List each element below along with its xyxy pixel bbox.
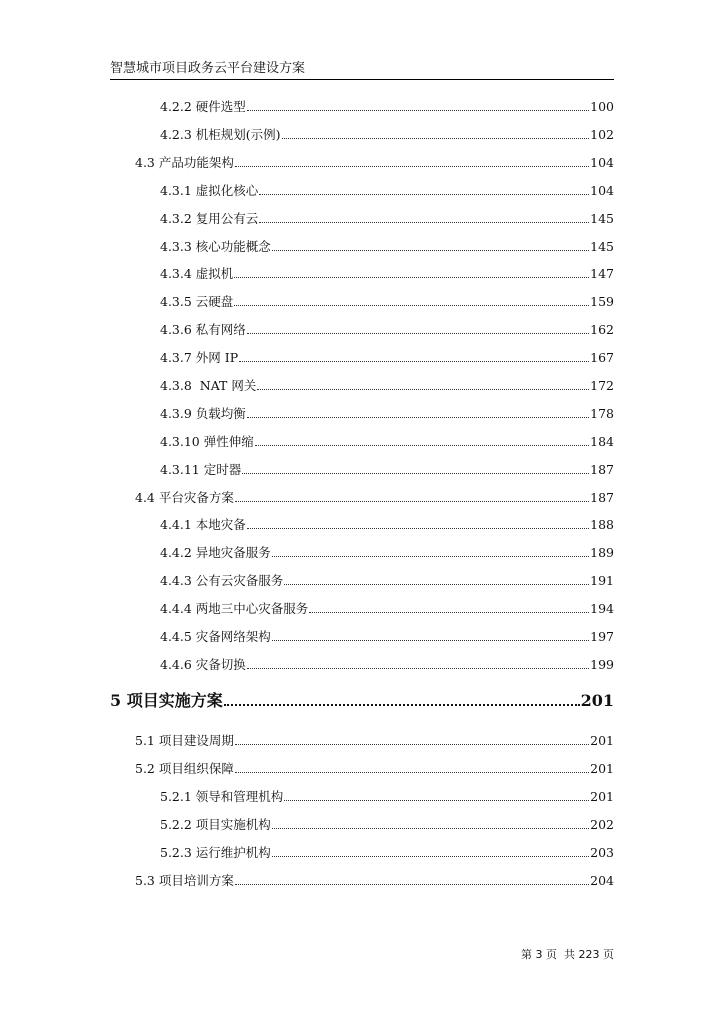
toc-page-number: 194: [590, 601, 614, 616]
toc-page-number: 100: [590, 99, 614, 114]
toc-leader: [259, 221, 589, 223]
toc-title: 4.3.4 虚拟机: [160, 266, 234, 281]
page-footer: [520, 946, 614, 962]
toc-title: 5.2.2 项目实施机构: [160, 817, 271, 832]
toc-page-number: 102: [590, 127, 614, 142]
toc-leader: [235, 743, 589, 745]
toc-leader: [242, 472, 589, 474]
toc-entry[interactable]: [160, 657, 614, 673]
toc-page-number: 145: [590, 239, 614, 254]
toc-leader: [272, 249, 589, 251]
toc-entry[interactable]: [160, 434, 614, 450]
toc-page-number: 197: [590, 629, 614, 644]
toc-page-number: 199: [590, 657, 614, 672]
toc-title: 4.4 平台灾备方案: [135, 490, 234, 505]
toc-page-number: 188: [590, 517, 614, 532]
toc-title: 4.2.3 机柜规划(示例): [160, 127, 281, 142]
toc-title: 4.4.1 本地灾备: [160, 517, 246, 532]
toc-leader: [272, 855, 589, 857]
toc-entry[interactable]: [135, 490, 614, 506]
toc-title: 5 项目实施方案: [110, 691, 223, 710]
toc-title: 4.3.7 外网 IP: [160, 350, 239, 365]
toc-entry[interactable]: [135, 155, 614, 171]
toc-entry[interactable]: [160, 817, 614, 833]
toc-title: 5.2 项目组织保障: [135, 761, 234, 776]
toc-page-number: 104: [590, 155, 614, 170]
toc-leader: [224, 703, 580, 706]
toc-page-number: 187: [590, 462, 614, 477]
page-header: [110, 61, 614, 80]
header-title: 智慧城市项目政务云平台建设方案: [110, 61, 306, 76]
toc-leader: [284, 799, 589, 801]
toc-entry[interactable]: [160, 183, 614, 199]
toc-leader: [257, 388, 589, 390]
toc-entry[interactable]: [160, 239, 614, 255]
toc-entry[interactable]: [160, 294, 614, 310]
toc-title: 5.2.3 运行维护机构: [160, 845, 271, 860]
toc-page-number: 172: [590, 378, 614, 393]
toc-entry[interactable]: [160, 99, 614, 115]
toc-leader: [235, 500, 589, 502]
toc-page-number: 184: [590, 434, 614, 449]
toc-entry[interactable]: [160, 462, 614, 478]
toc-entry[interactable]: [160, 406, 614, 422]
toc-entry[interactable]: [135, 761, 614, 777]
toc-page-number: 201: [580, 691, 614, 710]
toc-leader: [272, 555, 589, 557]
toc-entry[interactable]: [160, 601, 614, 617]
toc-entry[interactable]: [160, 350, 614, 366]
toc-leader: [284, 583, 589, 585]
toc-page-number: 167: [590, 350, 614, 365]
toc-page-number: 187: [590, 490, 614, 505]
toc-page-number: 189: [590, 545, 614, 560]
toc-leader: [309, 611, 589, 613]
toc-entry[interactable]: [160, 322, 614, 338]
toc-entry[interactable]: [160, 789, 614, 805]
toc-leader: [247, 527, 589, 529]
toc-page-number: 162: [590, 322, 614, 337]
toc-title: 4.4.2 异地灾备服务: [160, 545, 271, 560]
toc-page-number: 201: [590, 789, 614, 804]
toc-title: 4.3.5 云硬盘: [160, 294, 234, 309]
toc-leader: [272, 827, 589, 829]
toc-title: 5.2.1 领导和管理机构: [160, 789, 284, 804]
toc-entry[interactable]: [135, 733, 614, 749]
toc-leader: [234, 304, 589, 306]
toc-page-number: 159: [590, 294, 614, 309]
toc-chapter-entry[interactable]: [110, 691, 614, 711]
toc-leader: [234, 276, 589, 278]
toc-leader: [247, 109, 589, 111]
page-number-label: 第 3 页 共 223 页: [521, 948, 614, 961]
toc-title: 4.3.11 定时器: [160, 462, 242, 477]
toc-title: 4.4.4 两地三中心灾备服务: [160, 601, 309, 616]
toc-leader: [235, 883, 589, 885]
toc-entry[interactable]: [160, 629, 614, 645]
toc-title: 4.4.5 灾备网络架构: [160, 629, 271, 644]
toc-leader: [247, 332, 589, 334]
toc-leader: [255, 444, 589, 446]
toc-entry[interactable]: [160, 211, 614, 227]
toc-title: 5.3 项目培训方案: [135, 873, 234, 888]
toc-page-number: 147: [590, 266, 614, 281]
toc-page-number: 202: [590, 817, 614, 832]
toc-title: 5.1 项目建设周期: [135, 733, 234, 748]
toc-page-number: 201: [590, 733, 614, 748]
toc-leader: [235, 165, 589, 167]
toc-page-number: 178: [590, 406, 614, 421]
toc-entry[interactable]: [160, 378, 614, 394]
toc-title: 4.4.6 灾备切换: [160, 657, 246, 672]
toc-leader: [235, 771, 589, 773]
toc-leader: [282, 137, 590, 139]
toc-page-number: 145: [590, 211, 614, 226]
toc-title: 4.3 产品功能架构: [135, 155, 234, 170]
toc-entry[interactable]: [160, 845, 614, 861]
toc-title: 4.3.10 弹性伸缩: [160, 434, 254, 449]
toc-page-number: 201: [590, 761, 614, 776]
toc-title: 4.3.9 负载均衡: [160, 406, 246, 421]
toc-title: 4.3.3 核心功能概念: [160, 239, 271, 254]
toc-title: 4.3.6 私有网络: [160, 322, 246, 337]
toc-entry[interactable]: [135, 873, 614, 889]
toc-title: 4.3.2 复用公有云: [160, 211, 259, 226]
toc-leader: [247, 667, 589, 669]
toc-leader: [239, 360, 589, 362]
toc-title: 4.4.3 公有云灾备服务: [160, 573, 284, 588]
toc-page-number: 204: [590, 873, 614, 888]
toc-page-number: 203: [590, 845, 614, 860]
toc-title: 4.2.2 硬件选型: [160, 99, 246, 114]
toc-page-number: 104: [590, 183, 614, 198]
toc-title: 4.3.8 NAT 网关: [160, 378, 257, 393]
toc-entry[interactable]: [160, 517, 614, 533]
toc-title: 4.3.1 虚拟化核心: [160, 183, 259, 198]
toc-leader: [247, 416, 589, 418]
toc-leader: [259, 193, 589, 195]
toc-leader: [272, 639, 589, 641]
toc-page-number: 191: [590, 573, 614, 588]
toc-entry[interactable]: [160, 266, 614, 282]
toc-entry[interactable]: [160, 127, 614, 143]
toc-entry[interactable]: [160, 545, 614, 561]
toc-entry[interactable]: [160, 573, 614, 589]
